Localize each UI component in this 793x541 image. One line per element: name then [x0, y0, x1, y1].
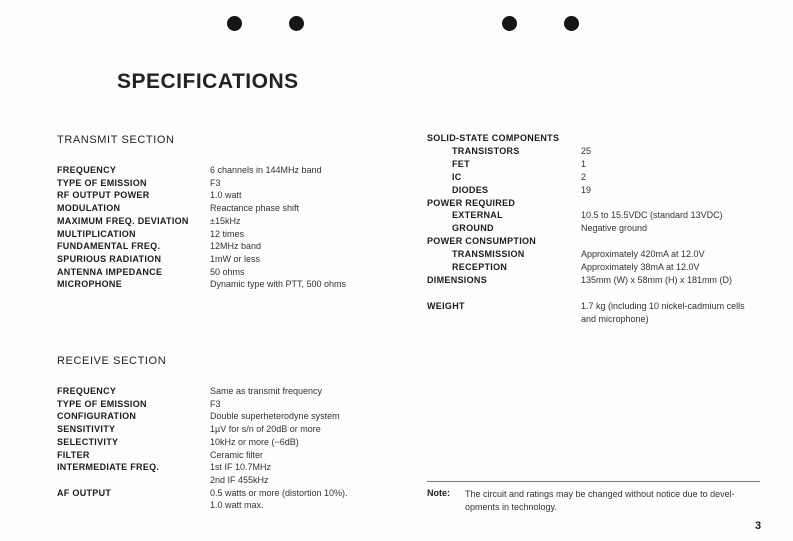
- note-divider: [427, 481, 760, 482]
- spec-value: 1.0 watt: [210, 190, 242, 201]
- spec-value: F3: [210, 177, 221, 188]
- spec-label: TRANSISTORS: [452, 145, 520, 156]
- spec-value: Ceramic filter: [210, 449, 264, 460]
- spec-label: DIMENSIONS: [427, 274, 488, 285]
- spec-value: 135mm (W) x 58mm (H) x 181mm (D): [581, 274, 733, 285]
- spec-label: RECEPTION: [452, 262, 508, 272]
- spec-label: SENSITIVITY: [57, 424, 116, 435]
- spec-value: 19: [581, 184, 592, 195]
- spec-value: 25: [581, 145, 592, 156]
- spec-label: FET: [452, 158, 470, 169]
- spec-value: 0.5 watts or more (distortion 10%).: [210, 487, 348, 498]
- spec-value: 1µV for s/n of 20dB or more: [210, 424, 321, 435]
- spec-label: FREQUENCY: [57, 386, 117, 396]
- spec-value: F3: [210, 398, 221, 409]
- receive-heading: RECEIVE SECTION: [57, 355, 167, 367]
- spec-label: CONFIGURATION: [57, 411, 137, 422]
- spec-label: ANTENNA IMPEDANCE: [57, 266, 163, 277]
- spec-label: POWER REQUIRED: [427, 197, 516, 208]
- spec-value: 50 ohms: [210, 266, 245, 277]
- note-text: The circuit and ratings may be changed without notice due to devel- opments in technology.: [465, 489, 735, 512]
- spec-label: SELECTIVITY: [57, 436, 119, 447]
- spec-value: Same as transmit frequency: [210, 386, 323, 396]
- spec-label: POWER CONSUMPTION: [427, 236, 537, 247]
- spec-label: FUNDAMENTAL FREQ.: [57, 241, 161, 252]
- spec-value: 12MHz band: [210, 241, 262, 252]
- spec-label: IC: [452, 171, 462, 182]
- spec-value: 1: [581, 158, 587, 169]
- spec-value: 10kHz or more (−6dB): [210, 436, 299, 447]
- spec-value: 2: [581, 171, 587, 182]
- transmit-heading: TRANSMIT SECTION: [57, 134, 175, 146]
- spec-value: 10.5 to 15.5VDC (standard 13VDC): [581, 210, 723, 221]
- spec-label: MODULATION: [57, 203, 121, 214]
- spec-value: 2nd IF 455kHz: [210, 474, 269, 485]
- spec-label: MICROPHONE: [57, 279, 123, 290]
- spec-label: MULTIPLICATION: [57, 228, 136, 239]
- spec-label: TRANSMISSION: [452, 249, 525, 260]
- spec-value: Approximately 38mA at 12.0V: [581, 262, 700, 272]
- binder-hole-3: [502, 16, 517, 31]
- spec-value: 12 times: [210, 228, 245, 239]
- spec-label: AF OUTPUT: [57, 487, 112, 498]
- spec-label: MAXIMUM FREQ. DEVIATION: [57, 215, 189, 226]
- page-number: 3: [755, 520, 762, 532]
- spec-label: TYPE OF EMISSION: [57, 398, 147, 409]
- spec-value-cont: and microphone): [581, 314, 649, 324]
- spec-value: 1st IF 10.7MHz: [210, 462, 272, 473]
- spec-label: DIODES: [452, 184, 489, 195]
- spec-label: SOLID-STATE COMPONENTS: [427, 133, 560, 143]
- spec-label: INTERMEDIATE FREQ.: [57, 462, 160, 473]
- spec-label: WEIGHT: [427, 301, 465, 311]
- spec-value: Double superheterodyne system: [210, 411, 340, 422]
- spec-value: 6 channels in 144MHz band: [210, 165, 322, 175]
- spec-label: TYPE OF EMISSION: [57, 177, 147, 188]
- spec-value: Dynamic type with PTT, 500 ohms: [210, 279, 347, 290]
- spec-label: RF OUTPUT POWER: [57, 190, 150, 201]
- binder-hole-4: [564, 16, 579, 31]
- spec-label: FREQUENCY: [57, 165, 117, 175]
- spec-value: Reactance phase shift: [210, 203, 300, 214]
- spec-label: GROUND: [452, 223, 494, 234]
- binder-hole-1: [227, 16, 242, 31]
- spec-label: SPURIOUS RADIATION: [57, 253, 162, 264]
- spec-value: Negative ground: [581, 223, 648, 234]
- spec-value: ±15kHz: [210, 215, 241, 226]
- spec-value: 1mW or less: [210, 253, 261, 264]
- spec-value: 1.0 watt max.: [210, 500, 264, 511]
- page-title: SPECIFICATIONS: [117, 70, 299, 93]
- spec-label: FILTER: [57, 449, 90, 460]
- binder-hole-2: [289, 16, 304, 31]
- spec-value: Approximately 420mA at 12.0V: [581, 249, 705, 260]
- spec-label: EXTERNAL: [452, 210, 503, 221]
- note-label: Note:: [427, 488, 450, 498]
- spec-value: 1.7 kg (including 10 nickel-cadmium cells: [581, 301, 745, 311]
